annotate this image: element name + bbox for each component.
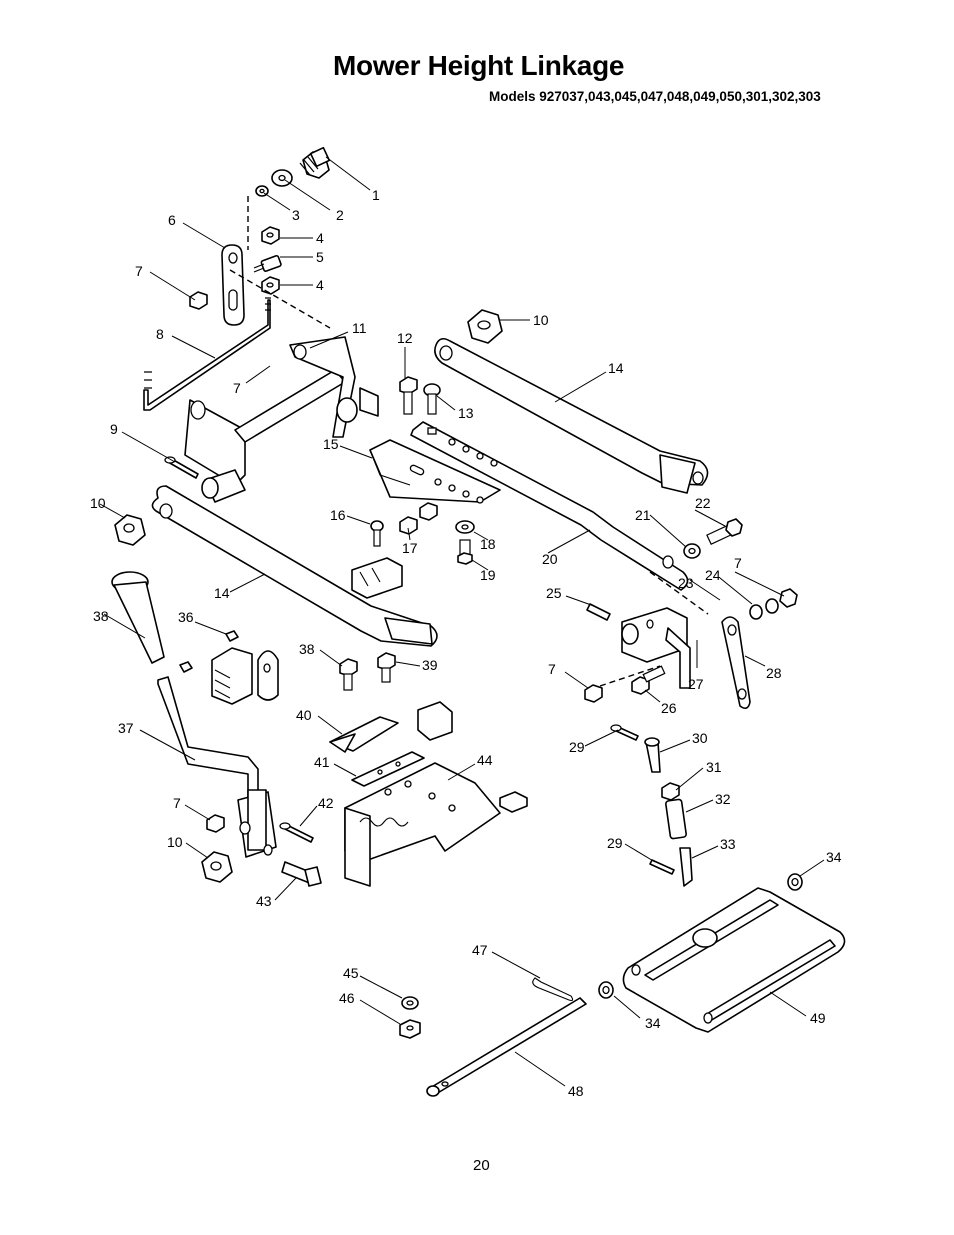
callout-label: 9 <box>110 421 118 437</box>
callout-label: 42 <box>318 795 334 811</box>
callout-label: 40 <box>296 707 312 723</box>
cotter-pin-part <box>611 725 638 740</box>
callout-label: 1 <box>372 187 380 203</box>
callout-label: 18 <box>480 536 496 552</box>
page-title: Mower Height Linkage <box>333 50 625 81</box>
hex-bolt-part <box>707 519 742 544</box>
switch-bracket-part <box>418 702 452 740</box>
hex-nut-part <box>400 1020 420 1038</box>
hex-bolt-part <box>400 377 417 414</box>
cotter-pin-part <box>650 860 674 874</box>
washer-part <box>750 589 797 619</box>
callout-label: 32 <box>715 791 731 807</box>
callout-label: 13 <box>458 405 474 421</box>
lever-knob-part <box>112 572 164 663</box>
callout-label: 7 <box>173 795 181 811</box>
callout-label: 10 <box>533 312 549 328</box>
callout-label: 24 <box>705 567 721 583</box>
callout-label: 10 <box>90 495 106 511</box>
callout-label: 43 <box>256 893 272 909</box>
callout-label: 19 <box>480 567 496 583</box>
hex-bolt-part <box>458 540 472 564</box>
callout-label: 2 <box>336 207 344 223</box>
mounting-bracket-part <box>212 648 278 704</box>
callout-label: 27 <box>688 676 704 692</box>
shoulder-bolt-part <box>282 862 321 886</box>
callout-label: 39 <box>422 657 438 673</box>
callout-label: 14 <box>608 360 624 376</box>
callout-label: 7 <box>135 263 143 279</box>
flange-nut-part <box>115 515 145 545</box>
hex-nut-part <box>400 503 437 534</box>
callout-label: 14 <box>214 585 230 601</box>
stud-pin-part <box>254 255 282 272</box>
threaded-rod-part <box>680 848 692 886</box>
clip-bracket-part <box>352 558 402 598</box>
callout-label: 37 <box>118 720 134 736</box>
adjustment-plate-part <box>222 245 244 325</box>
callout-label: 45 <box>343 965 359 981</box>
cotter-pin-part <box>280 823 313 842</box>
callout-label: 7 <box>233 380 241 396</box>
callout-label: 3 <box>292 207 300 223</box>
callout-label: 33 <box>720 836 736 852</box>
callout-label: 36 <box>178 609 194 625</box>
callout-label: 23 <box>678 575 694 591</box>
callout-label: 12 <box>397 330 413 346</box>
coupler-part <box>665 799 686 839</box>
hairpin-clip-part <box>533 978 573 1001</box>
callout-label: 41 <box>314 754 330 770</box>
callout-label: 38 <box>299 641 315 657</box>
hex-bolt-part <box>340 653 395 690</box>
callout-label: 4 <box>316 277 324 293</box>
bracket-40-part <box>330 717 398 752</box>
callout-label: 28 <box>766 665 782 681</box>
callout-label: 30 <box>692 730 708 746</box>
carriage-bolt-part <box>424 384 440 414</box>
lock-nut-part <box>190 292 207 309</box>
callout-label: 46 <box>339 990 355 1006</box>
small-bolt-part <box>371 521 383 546</box>
jam-nut-part <box>662 783 679 800</box>
callout-label: 20 <box>542 551 558 567</box>
page-number: 20 <box>473 1157 490 1174</box>
hex-nut-part <box>262 227 279 244</box>
callout-label: 47 <box>472 942 488 958</box>
flat-washer-part <box>272 170 292 186</box>
callout-label: 17 <box>402 540 418 556</box>
callout-label: 25 <box>546 585 562 601</box>
hex-nut-part <box>207 815 224 832</box>
callout-label: 4 <box>316 230 324 246</box>
link-plate-part <box>722 617 750 708</box>
callout-label: 38 <box>93 608 109 624</box>
callout-label: 10 <box>167 834 183 850</box>
callout-label: 26 <box>661 700 677 716</box>
callout-label: 34 <box>826 849 842 865</box>
callout-label: 6 <box>168 212 176 228</box>
flange-bolt-part <box>300 148 329 178</box>
pivot-rod-part <box>427 998 586 1096</box>
models-subtitle: Models 927037,043,045,047,048,049,050,301,302,303 <box>489 89 821 104</box>
callout-label: 7 <box>548 661 556 677</box>
washer-part <box>456 521 474 533</box>
assembly-line <box>230 270 330 328</box>
threaded-rod-part <box>645 738 660 772</box>
callout-label: 44 <box>477 752 493 768</box>
bushing-part <box>684 544 700 558</box>
callout-label: 49 <box>810 1010 826 1026</box>
callout-label: 5 <box>316 249 324 265</box>
callout-label: 15 <box>323 436 339 452</box>
flange-nut-part <box>468 310 502 343</box>
hex-nut-part <box>262 277 279 294</box>
callout-label: 29 <box>569 739 585 755</box>
washer-part <box>402 997 418 1009</box>
callout-label: 16 <box>330 507 346 523</box>
callout-label: 7 <box>734 555 742 571</box>
callout-label: 29 <box>607 835 623 851</box>
callout-label: 22 <box>695 495 711 511</box>
callout-label: 31 <box>706 759 722 775</box>
callout-label: 48 <box>568 1083 584 1099</box>
callout-label: 8 <box>156 326 164 342</box>
callout-label: 34 <box>645 1015 661 1031</box>
roll-pin-part <box>587 604 610 620</box>
callout-label: 21 <box>635 507 651 523</box>
small-clip-part <box>500 792 527 812</box>
callout-label: 11 <box>352 320 367 336</box>
